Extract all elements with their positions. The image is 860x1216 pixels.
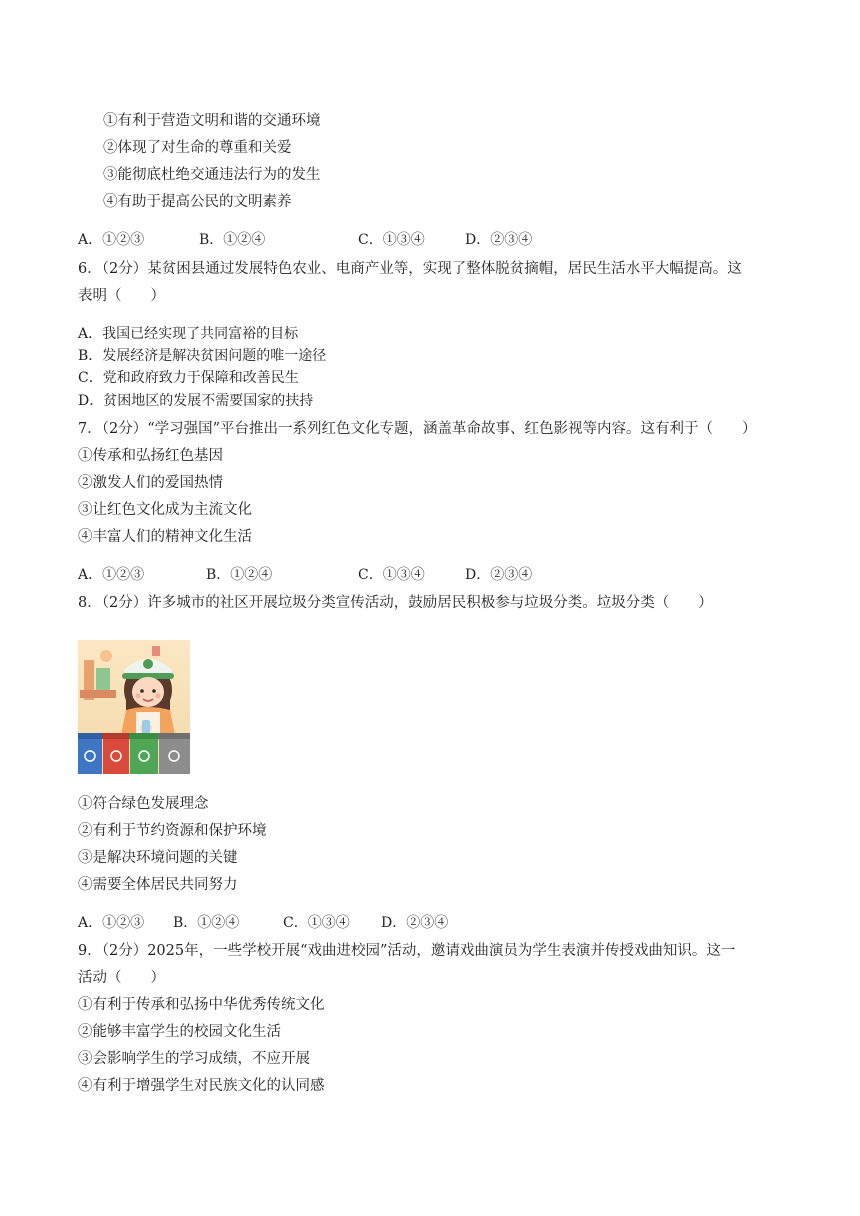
q7-item-3: ③让红色文化成为主流文化 xyxy=(78,502,252,518)
q9-item-1: ①有利于传承和弘扬中华优秀传统文化 xyxy=(78,997,325,1013)
q5-option-a: A．①②③ xyxy=(78,232,145,248)
q7-option-c: C．①③④ xyxy=(358,567,425,583)
q7-option-b: B．①②④ xyxy=(206,567,273,583)
q7-option-d: D．②③④ xyxy=(465,567,533,583)
q9-item-2: ②能够丰富学生的校园文化生活 xyxy=(78,1024,281,1040)
garbage-sorting-illustration xyxy=(78,640,190,774)
q5-option-d: D．②③④ xyxy=(465,232,533,248)
q8-item-1: ①符合绿色发展理念 xyxy=(78,796,209,812)
q8-option-a: A．①②③ xyxy=(78,915,145,931)
q6-option-c: C．党和政府致力于保障和改善民生 xyxy=(78,370,299,386)
q7-stem: 7．（2分）“学习强国”平台推出一系列红色文化专题，涵盖革命故事、红色影视等内容。这有利于（ ） xyxy=(78,421,757,437)
q5-item-1: ①有利于营造文明和谐的交通环境 xyxy=(103,113,321,129)
q5-option-c: C．①③④ xyxy=(358,232,425,248)
q6-stem-line1: 6．（2分）某贫困县通过发展特色农业、电商产业等，实现了整体脱贫摘帽，居民生活水平大幅提高。这 xyxy=(78,261,742,277)
q6-option-d: D．贫困地区的发展不需要国家的扶持 xyxy=(78,393,314,409)
q8-option-c: C．①③④ xyxy=(283,915,350,931)
q6-option-b: B．发展经济是解决贫困问题的唯一途径 xyxy=(78,348,327,364)
q9-item-3: ③会影响学生的学习成绩，不应开展 xyxy=(78,1051,310,1067)
garbage-sorting-image xyxy=(78,640,190,774)
q7-item-1: ①传承和弘扬红色基因 xyxy=(78,448,223,464)
q8-item-3: ③是解决环境问题的关键 xyxy=(78,850,238,866)
q6-stem-line2: 表明（ ） xyxy=(78,288,165,304)
q7-item-4: ④丰富人们的精神文化生活 xyxy=(78,529,252,545)
q5-item-2: ②体现了对生命的尊重和关爱 xyxy=(103,140,292,156)
q8-item-4: ④需要全体居民共同努力 xyxy=(78,877,238,893)
q8-stem: 8．（2分）许多城市的社区开展垃圾分类宣传活动，鼓励居民积极参与垃圾分类。垃圾分类（ ） xyxy=(78,595,713,611)
q7-item-2: ②激发人们的爱国热情 xyxy=(78,475,223,491)
q5-options xyxy=(78,230,578,250)
q6-option-a: A．我国已经实现了共同富裕的目标 xyxy=(78,326,299,342)
q9-stem-line2: 活动（ ） xyxy=(78,970,165,986)
q8-options xyxy=(78,913,578,933)
q8-option-b: B．①②④ xyxy=(173,915,240,931)
q7-option-a: A．①②③ xyxy=(78,567,145,583)
q9-stem-line1: 9．（2分）2025年，一些学校开展“戏曲进校园”活动，邀请戏曲演员为学生表演并传授戏曲知识。这一 xyxy=(78,943,736,959)
q5-item-3: ③能彻底杜绝交通违法行为的发生 xyxy=(103,167,321,183)
q5-item-4: ④有助于提高公民的文明素养 xyxy=(103,194,292,210)
q8-item-2: ②有利于节约资源和保护环境 xyxy=(78,823,267,839)
q9-item-4: ④有利于增强学生对民族文化的认同感 xyxy=(78,1078,325,1094)
q7-options xyxy=(78,565,578,585)
q8-option-d: D．②③④ xyxy=(381,915,449,931)
q5-option-b: B．①②④ xyxy=(199,232,266,248)
